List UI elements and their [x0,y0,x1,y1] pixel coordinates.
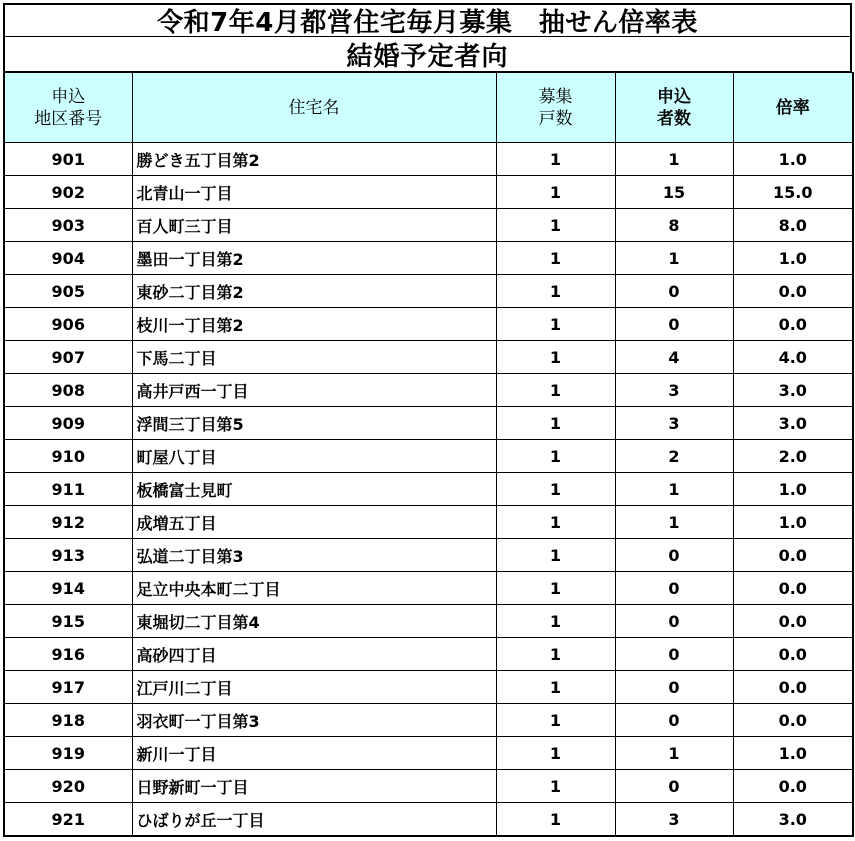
cell-applicants: 2 [615,440,733,473]
table-row [4,737,853,770]
cell-ratio: 0.0 [733,770,853,803]
table-row [4,209,853,242]
cell-housing-name: 百人町三丁目 [132,209,496,242]
cell-recruit-units: 1 [496,506,615,539]
cell-housing-name: 羽衣町一丁目第3 [132,704,496,737]
table-row [4,407,853,440]
cell-housing-name: 成増五丁目 [132,506,496,539]
cell-applicants: 8 [615,209,733,242]
cell-housing-name: 足立中央本町二丁目 [132,572,496,605]
cell-area-number: 905 [4,275,132,308]
cell-area-number: 915 [4,605,132,638]
cell-recruit-units: 1 [496,374,615,407]
cell-housing-name: 下馬二丁目 [132,341,496,374]
cell-area-number: 911 [4,473,132,506]
cell-applicants: 0 [615,275,733,308]
cell-area-number: 919 [4,737,132,770]
page-subtitle: 結婚予定者向 [3,37,852,72]
table-header-row [4,73,853,143]
cell-ratio: 0.0 [733,704,853,737]
table-row [4,506,853,539]
cell-recruit-units: 1 [496,539,615,572]
cell-housing-name: 枝川一丁目第2 [132,308,496,341]
cell-ratio: 0.0 [733,572,853,605]
cell-applicants: 0 [615,572,733,605]
cell-area-number: 921 [4,803,132,837]
cell-applicants: 0 [615,770,733,803]
cell-area-number: 913 [4,539,132,572]
header-applicants [615,73,733,143]
cell-recruit-units: 1 [496,737,615,770]
cell-applicants: 1 [615,737,733,770]
cell-applicants: 3 [615,803,733,837]
table-row [4,341,853,374]
cell-applicants: 1 [615,506,733,539]
cell-applicants: 0 [615,308,733,341]
cell-applicants: 0 [615,605,733,638]
cell-area-number: 910 [4,440,132,473]
cell-applicants: 1 [615,242,733,275]
cell-applicants: 0 [615,638,733,671]
cell-ratio: 3.0 [733,803,853,837]
table-row [4,440,853,473]
cell-ratio: 1.0 [733,737,853,770]
cell-housing-name: 板橋富士見町 [132,473,496,506]
cell-area-number: 909 [4,407,132,440]
header-recruit-units [496,73,615,143]
cell-area-number: 917 [4,671,132,704]
cell-ratio: 1.0 [733,242,853,275]
cell-housing-name: 勝どき五丁目第2 [132,143,496,176]
cell-ratio: 3.0 [733,374,853,407]
cell-recruit-units: 1 [496,638,615,671]
cell-ratio: 0.0 [733,539,853,572]
cell-housing-name: ひばりが丘一丁目 [132,803,496,837]
page-title: 令和7年4月都営住宅毎月募集 抽せん倍率表 [3,3,852,37]
cell-area-number: 916 [4,638,132,671]
cell-housing-name: 江戸川二丁目 [132,671,496,704]
cell-recruit-units: 1 [496,242,615,275]
cell-ratio: 1.0 [733,473,853,506]
cell-ratio: 0.0 [733,671,853,704]
cell-area-number: 904 [4,242,132,275]
header-area-line1: 申込 [51,86,86,107]
cell-recruit-units: 1 [496,407,615,440]
cell-ratio: 2.0 [733,440,853,473]
cell-recruit-units: 1 [496,341,615,374]
cell-applicants: 15 [615,176,733,209]
header-applicants-line2: 者数 [657,108,691,129]
cell-recruit-units: 1 [496,572,615,605]
cell-area-number: 906 [4,308,132,341]
cell-housing-name: 東砂二丁目第2 [132,275,496,308]
cell-applicants: 0 [615,704,733,737]
cell-ratio: 15.0 [733,176,853,209]
cell-ratio: 0.0 [733,308,853,341]
table-row [4,770,853,803]
header-ratio: 倍率 [733,73,853,143]
cell-applicants: 3 [615,407,733,440]
table-row [4,275,853,308]
cell-ratio: 0.0 [733,605,853,638]
cell-housing-name: 日野新町一丁目 [132,770,496,803]
cell-recruit-units: 1 [496,605,615,638]
table-row [4,638,853,671]
table-row [4,473,853,506]
table-row [4,308,853,341]
cell-ratio: 1.0 [733,506,853,539]
cell-area-number: 914 [4,572,132,605]
table-row [4,605,853,638]
cell-area-number: 903 [4,209,132,242]
cell-recruit-units: 1 [496,704,615,737]
cell-housing-name: 東堀切二丁目第4 [132,605,496,638]
cell-housing-name: 高井戸西一丁目 [132,374,496,407]
header-area-number [4,73,132,143]
table-row [4,143,853,176]
header-applicants-line1: 申込 [657,86,691,107]
cell-recruit-units: 1 [496,176,615,209]
cell-housing-name: 高砂四丁目 [132,638,496,671]
cell-area-number: 901 [4,143,132,176]
cell-applicants: 1 [615,473,733,506]
cell-recruit-units: 1 [496,275,615,308]
cell-ratio: 1.0 [733,143,853,176]
cell-housing-name: 北青山一丁目 [132,176,496,209]
cell-area-number: 920 [4,770,132,803]
cell-area-number: 912 [4,506,132,539]
cell-ratio: 4.0 [733,341,853,374]
table-row [4,704,853,737]
cell-housing-name: 浮間三丁目第5 [132,407,496,440]
table-row [4,242,853,275]
cell-housing-name: 弘道二丁目第3 [132,539,496,572]
cell-recruit-units: 1 [496,770,615,803]
cell-recruit-units: 1 [496,473,615,506]
cell-housing-name: 墨田一丁目第2 [132,242,496,275]
cell-recruit-units: 1 [496,209,615,242]
table-body [4,143,853,837]
cell-recruit-units: 1 [496,671,615,704]
header-recruit-line2: 戸数 [538,108,573,129]
header-housing-name: 住宅名 [132,73,496,143]
table-row [4,176,853,209]
cell-applicants: 0 [615,539,733,572]
cell-housing-name: 新川一丁目 [132,737,496,770]
cell-recruit-units: 1 [496,803,615,837]
table-row [4,671,853,704]
cell-housing-name: 町屋八丁目 [132,440,496,473]
cell-ratio: 0.0 [733,638,853,671]
cell-applicants: 4 [615,341,733,374]
cell-applicants: 3 [615,374,733,407]
cell-area-number: 907 [4,341,132,374]
lottery-ratio-sheet [3,3,852,837]
cell-applicants: 0 [615,671,733,704]
table-row [4,803,853,837]
table-row [4,539,853,572]
cell-applicants: 1 [615,143,733,176]
cell-recruit-units: 1 [496,440,615,473]
cell-area-number: 918 [4,704,132,737]
cell-recruit-units: 1 [496,308,615,341]
cell-ratio: 3.0 [733,407,853,440]
cell-area-number: 902 [4,176,132,209]
cell-recruit-units: 1 [496,143,615,176]
cell-ratio: 0.0 [733,275,853,308]
table-row [4,572,853,605]
header-area-line2: 地区番号 [34,108,103,129]
ratio-table [3,72,854,837]
table-row [4,374,853,407]
cell-area-number: 908 [4,374,132,407]
cell-ratio: 8.0 [733,209,853,242]
header-recruit-line1: 募集 [538,86,573,107]
